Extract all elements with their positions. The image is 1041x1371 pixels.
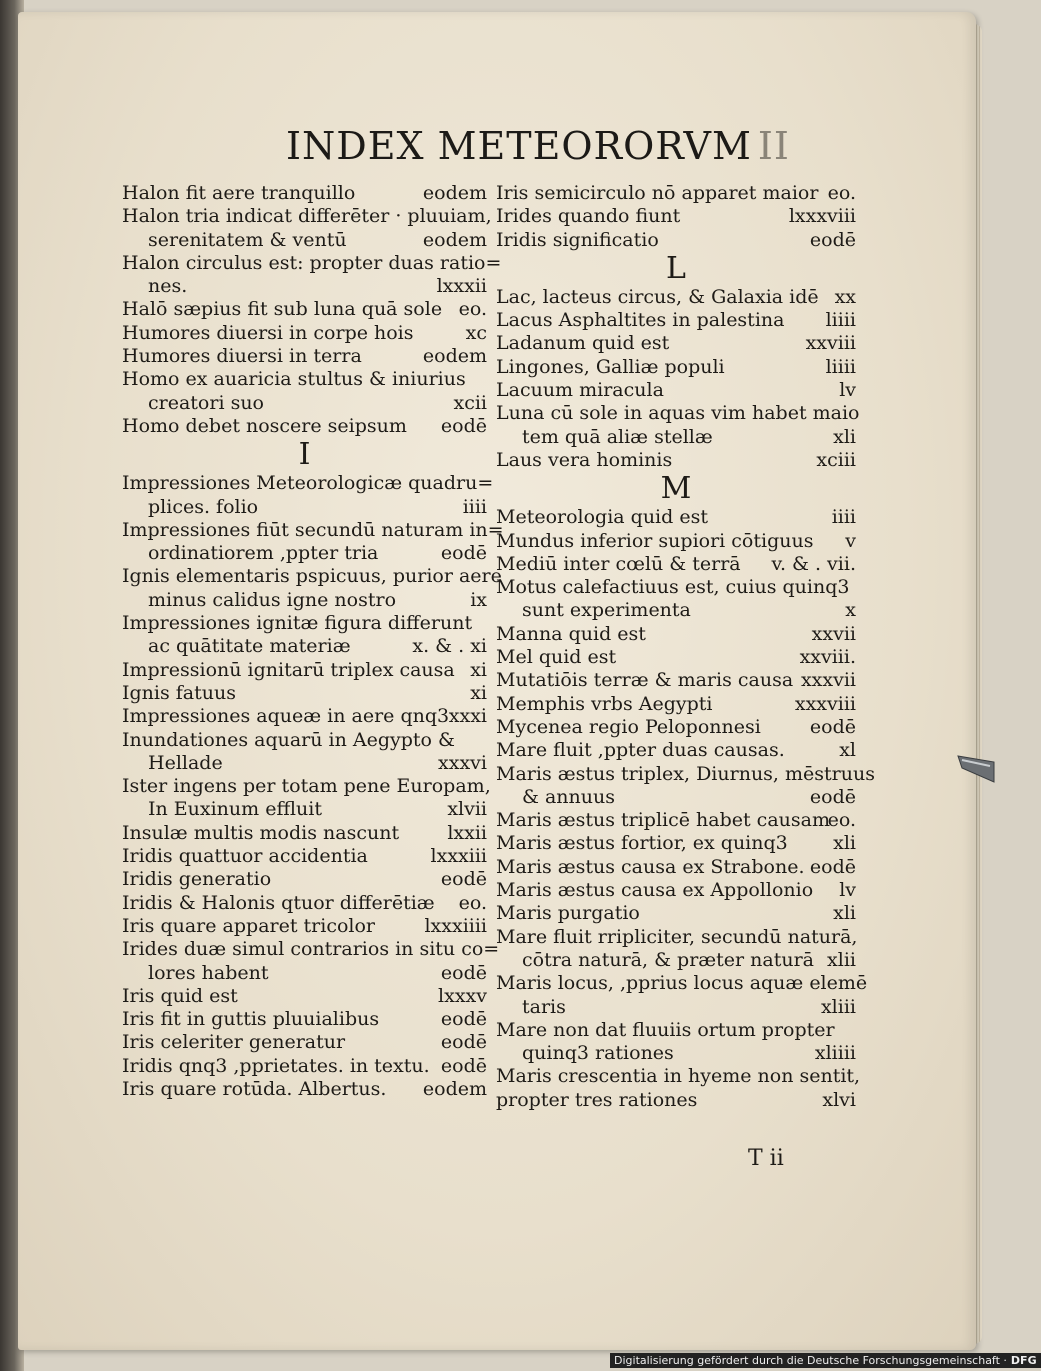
index-entry (496, 1065, 861, 1088)
entry-text: Mycenea regio Peloponnesi (496, 715, 761, 738)
entry-folio-ref: lxxxiiii (424, 914, 487, 937)
footer-text: Digitalisierung gefördert durch die Deutsche Forschungsgemeinschaft · (614, 1354, 1007, 1367)
entry-folio-ref: eodē (440, 542, 487, 565)
entry-folio-ref: iiii (831, 506, 856, 529)
page-title: INDEX METEORORVM (286, 124, 752, 168)
entry-text: Ister ingens per totam pene Europam, (122, 775, 491, 798)
index-entry-continuation (122, 542, 487, 565)
index-entry (496, 739, 856, 762)
index-entry (122, 892, 487, 915)
bookmark-tab (956, 752, 996, 786)
entry-text: Homo ex auaricia stultus & iniurius (122, 368, 466, 391)
digitization-footer (610, 1353, 1041, 1368)
entry-folio-ref: eodē (809, 855, 856, 878)
entry-folio-ref: xli (833, 425, 856, 448)
index-entry (496, 379, 856, 402)
entry-folio-ref: lxxxii (436, 275, 487, 298)
index-entry (496, 356, 856, 379)
entry-text: Maris æstus fortior, ex quinq3 (496, 832, 788, 855)
index-entry (122, 775, 491, 798)
index-entry (496, 1019, 856, 1042)
entry-folio-ref: v (845, 529, 856, 552)
index-entry (496, 623, 856, 646)
entry-folio-ref: eodē (440, 1054, 487, 1077)
entry-text: & annuus (522, 785, 615, 808)
entry-text: Hellade (148, 751, 223, 774)
entry-text: Impressiones aqueæ in aere qnq3 (122, 705, 450, 728)
index-entry (122, 1055, 487, 1078)
entry-text: Laus vera hominis (496, 448, 673, 471)
entry-text: Iridis qnq3 ,pprietates. in textu. (122, 1054, 430, 1077)
entry-folio-ref: eodē (809, 785, 856, 808)
entry-text: Halon tria indicat differēter · pluuiam, (122, 205, 492, 228)
entry-folio-ref: eodē (809, 715, 856, 738)
index-entry-continuation (122, 392, 487, 415)
index-entry-continuation (122, 496, 487, 519)
entry-folio-ref: xi (470, 658, 487, 681)
entry-folio-ref: xxxi (448, 705, 487, 728)
entry-text: Iris quid est (122, 984, 238, 1007)
entry-text: Mare fluit ,ppter duas causas. (496, 739, 785, 762)
index-entry (496, 926, 856, 949)
entry-text: Lac, lacteus circus, & Galaxia idē (496, 285, 819, 308)
entry-text: Lacuum miracula (496, 379, 664, 402)
entry-text: Impressiones ignitæ figura differunt (122, 612, 473, 635)
index-entry-continuation (496, 996, 856, 1019)
index-entry (496, 716, 856, 739)
index-entry (496, 182, 856, 205)
entry-text: Maris locus, ,pprius locus aquæ elemē (496, 972, 868, 995)
entry-text: In Euxinum effluit (148, 798, 322, 821)
entry-folio-ref: eo. (458, 298, 487, 321)
index-entry (496, 809, 856, 832)
entry-text: Luna cū sole in aquas vim habet maio (496, 402, 860, 425)
index-entry (122, 182, 487, 205)
entry-folio-ref: ix (470, 588, 487, 611)
entry-text: propter tres rationes (496, 1088, 698, 1111)
entry-folio-ref: eodē (440, 1031, 487, 1054)
index-entry (122, 729, 487, 752)
entry-text: Humores diuersi in corpe hois (122, 321, 414, 344)
entry-text: Mutatiōis terræ & maris causa (496, 669, 794, 692)
index-entry (122, 298, 487, 321)
index-entry-continuation (122, 229, 487, 252)
index-entry (496, 332, 856, 355)
entry-text: Impressiones Meteorologicæ quadru= (122, 472, 494, 495)
index-entry (122, 205, 492, 228)
index-entry-continuation (122, 752, 487, 775)
index-entry (122, 345, 487, 368)
index-entry (496, 972, 868, 995)
index-entry-continuation (122, 962, 487, 985)
entry-folio-ref: eodem (422, 228, 487, 251)
entry-text: nes. (148, 275, 188, 298)
entry-folio-ref: lxxxv (438, 984, 487, 1007)
index-entry (496, 832, 856, 855)
entry-text: Ignis fatuus (122, 681, 236, 704)
entry-text: Iris semicirculo nō apparet maior (496, 182, 819, 204)
index-entry-continuation (496, 949, 856, 972)
entry-text: serenitatem & ventū (148, 228, 347, 251)
index-entry-continuation (122, 798, 487, 821)
entry-text: Mel quid est (496, 646, 617, 669)
index-column-left (122, 182, 504, 1101)
entry-folio-ref: eodem (422, 1077, 487, 1100)
index-entry (122, 915, 487, 938)
entry-folio-ref: xxviii (805, 332, 856, 355)
index-entry (122, 472, 494, 495)
index-entry (496, 1089, 856, 1112)
entry-folio-ref: lxxii (447, 821, 487, 844)
entry-text: Iridis & Halonis qtuor differētiæ (122, 891, 435, 914)
entry-folio-ref: lxxxiii (430, 845, 487, 868)
index-entry (496, 506, 856, 529)
index-entry (496, 879, 856, 902)
entry-text: Inundationes aquarū in Aegypto & (122, 728, 455, 751)
index-entry-continuation (496, 426, 856, 449)
entry-folio-ref: eodē (440, 414, 487, 437)
entry-text: Lingones, Galliæ populi (496, 355, 725, 378)
index-entry (496, 762, 875, 786)
index-entry (496, 576, 856, 599)
entry-text: Mediū inter cœlū & terrā (496, 552, 741, 575)
entry-text: Motus calefactiuus est, cuius quinq3 (496, 576, 850, 599)
entry-folio-ref: iiii (462, 495, 487, 518)
entry-text: cōtra naturā, & præter naturā (522, 948, 814, 971)
entry-text: Maris purgatio (496, 902, 640, 925)
entry-text: Iridis significatio (496, 228, 659, 251)
index-column-right (496, 182, 875, 1112)
index-entry (122, 1078, 487, 1101)
entry-folio-ref: liiii (825, 355, 856, 378)
entry-text: Mare non dat fluuiis ortum propter (496, 1018, 835, 1041)
entry-folio-ref: xxxviii (794, 692, 856, 715)
index-entry (122, 322, 487, 345)
index-entry (496, 449, 856, 472)
index-entry (122, 1031, 487, 1054)
entry-text: Mundus inferior supiori cōtiguus (496, 529, 814, 552)
entry-folio-ref: eodē (440, 1008, 487, 1031)
entry-text: Maris crescentia in hyeme non sentit, (496, 1065, 861, 1088)
entry-text: Ignis elementaris pspicuus, purior aere (122, 565, 502, 588)
entry-folio-ref: xl (839, 739, 856, 762)
dfg-logo: DFG (1010, 1354, 1037, 1367)
index-entry-continuation (122, 589, 487, 612)
index-entry-continuation (122, 635, 487, 658)
entry-folio-ref: x (845, 599, 856, 622)
entry-folio-ref: xi (470, 681, 487, 704)
page-header (286, 124, 790, 168)
entry-text: Irides quando fiunt (496, 205, 681, 228)
entry-text: Irides duæ simul contrarios in situ co= (122, 938, 500, 961)
index-entry (122, 518, 504, 542)
index-entry (122, 822, 487, 845)
page-mark: II (757, 124, 790, 168)
index-entry (496, 553, 856, 576)
entry-folio-ref: eodem (422, 345, 487, 368)
entry-folio-ref: eo. (827, 182, 856, 204)
entry-folio-ref: eo. (458, 891, 487, 914)
entry-folio-ref: lv (839, 879, 856, 902)
entry-text: Impressionū ignitarū triplex causa (122, 658, 455, 681)
index-entry (496, 669, 856, 692)
index-entry (122, 985, 487, 1008)
entry-text: Iris fit in guttis pluuialibus (122, 1008, 380, 1031)
index-entry-continuation (496, 599, 856, 622)
entry-folio-ref: xliii (820, 995, 856, 1018)
signature-mark: T ii (748, 1146, 784, 1171)
entry-text: Maris æstus triplicē habet causam (496, 809, 830, 832)
entry-text: Lacus Asphaltites in palestina (496, 309, 785, 332)
index-entry (122, 565, 502, 588)
index-entry (496, 229, 856, 252)
index-entry (496, 309, 856, 332)
entry-folio-ref: x. & . xi (412, 635, 487, 658)
entry-text: Iridis generatio (122, 868, 272, 891)
index-entry (122, 612, 487, 635)
entry-text: lores habent (148, 961, 269, 984)
entry-text: Meteorologia quid est (496, 506, 708, 529)
entry-folio-ref: v. & . vii. (771, 552, 856, 575)
entry-folio-ref: eodē (809, 228, 856, 251)
entry-text: taris (522, 995, 566, 1018)
entry-folio-ref: lxxxviii (788, 205, 856, 228)
entry-text: Maris æstus causa ex Strabone. (496, 855, 805, 878)
entry-folio-ref: xli (833, 832, 856, 855)
entry-folio-ref: xx (834, 285, 856, 308)
entry-text: ordinatiorem ,ppter tria (148, 542, 379, 565)
index-entry-continuation (496, 1042, 856, 1065)
entry-text: creatori suo (148, 391, 264, 414)
entry-folio-ref: xlvii (447, 798, 487, 821)
section-letter: M (660, 471, 692, 507)
entry-text: minus calidus igne nostro (148, 588, 397, 611)
entry-text: Maris æstus causa ex Appollonio (496, 879, 814, 902)
entry-folio-ref: xxxvii (800, 669, 856, 692)
entry-text: sunt experimenta (522, 599, 691, 622)
entry-text: tem quā aliæ stellæ (522, 425, 713, 448)
index-entry (496, 286, 856, 309)
entry-folio-ref: liiii (825, 309, 856, 332)
entry-text: Maris æstus triplex, Diurnus, mēstruus (496, 762, 875, 785)
entry-folio-ref: xcii (453, 391, 487, 414)
entry-text: plices. folio (148, 495, 259, 518)
index-entry (122, 659, 487, 682)
index-entry (122, 682, 487, 705)
entry-text: Mare fluit rripliciter, secundū naturā, (496, 925, 858, 948)
index-entry (122, 368, 487, 391)
entry-folio-ref: xxviii. (799, 646, 856, 669)
entry-text: Halon fit aere tranquillo (122, 182, 356, 204)
index-entry (496, 646, 856, 669)
index-entry (122, 1008, 487, 1031)
entry-text: Insulæ multis modis nascunt (122, 821, 400, 844)
entry-text: Ladanum quid est (496, 332, 670, 355)
entry-folio-ref: lv (839, 379, 856, 402)
entry-text: Iridis quattuor accidentia (122, 845, 368, 868)
index-entry (122, 938, 500, 961)
index-entry (496, 856, 856, 879)
index-entry (496, 902, 856, 925)
index-entry (122, 868, 487, 891)
entry-folio-ref: xli (833, 902, 856, 925)
entry-text: Iris quare apparet tricolor (122, 914, 376, 937)
entry-text: Humores diuersi in terra (122, 345, 362, 368)
entry-folio-ref: eodē (440, 961, 487, 984)
index-entry (122, 415, 487, 438)
entry-text: Iris quare rotūda. Albertus. (122, 1077, 387, 1100)
entry-folio-ref: xxvii (811, 622, 856, 645)
index-entry-continuation (496, 786, 856, 809)
entry-text: Iris celeriter generatur (122, 1031, 346, 1054)
entry-text: Impressiones fiūt secundū naturam in= (122, 518, 504, 541)
entry-folio-ref: xc (465, 321, 487, 344)
entry-folio-ref: eo. (827, 809, 856, 832)
index-entry (122, 251, 502, 275)
entry-folio-ref: xlvi (822, 1088, 856, 1111)
entry-text: quinq3 rationes (522, 1042, 674, 1065)
entry-text: Halon circulus est: propter duas ratio= (122, 251, 502, 274)
section-letter: I (298, 437, 311, 473)
entry-text: Halō sæpius fit sub luna quā sole (122, 298, 443, 321)
entry-text: Memphis vrbs Aegypti (496, 692, 713, 715)
entry-text: Manna quid est (496, 622, 646, 645)
index-entry (496, 530, 856, 553)
index-entry (496, 402, 860, 425)
index-entry (122, 705, 487, 728)
section-letter: L (666, 250, 686, 286)
entry-folio-ref: xxxvi (438, 751, 487, 774)
index-entry (496, 693, 856, 716)
entry-folio-ref: eodem (422, 182, 487, 204)
entry-folio-ref: eodē (440, 868, 487, 891)
entry-text: Homo debet noscere seipsum (122, 414, 407, 437)
entry-folio-ref: xliiii (814, 1042, 856, 1065)
entry-folio-ref: xciii (816, 448, 856, 471)
index-entry-continuation (122, 275, 487, 298)
entry-text: ac quātitate materiæ (148, 635, 351, 658)
index-entry (122, 845, 487, 868)
entry-folio-ref: xlii (827, 948, 856, 971)
index-entry (496, 205, 856, 228)
